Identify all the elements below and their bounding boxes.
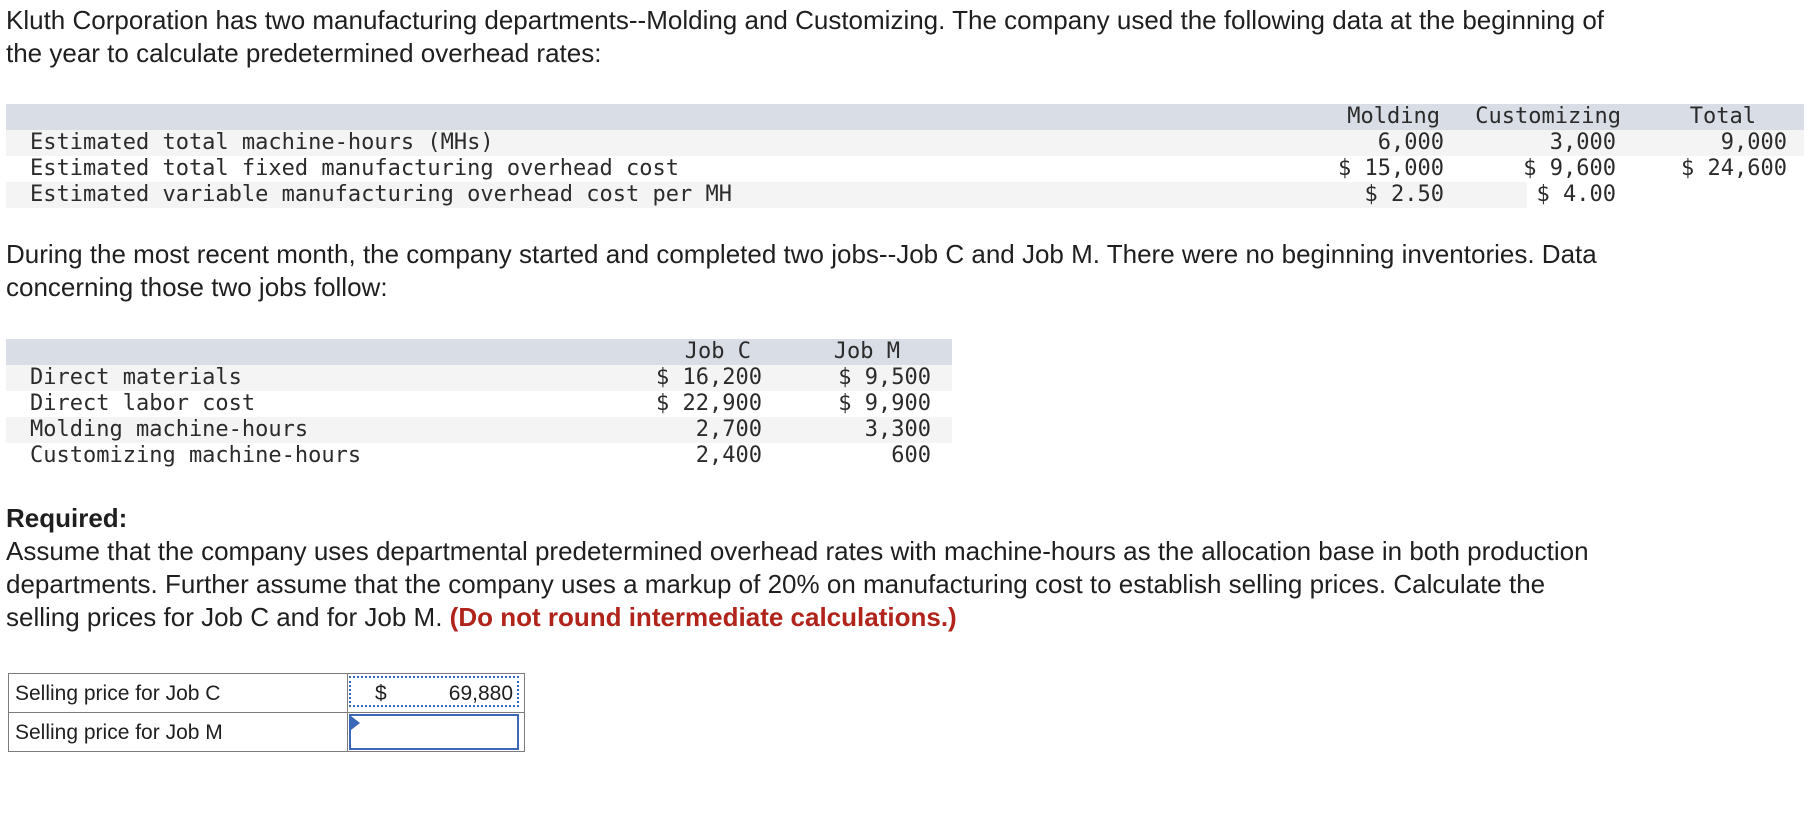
job-c-value: $ 22,900 <box>656 391 762 416</box>
table-row <box>6 391 952 417</box>
cell-divider <box>347 674 348 712</box>
jobs-table <box>6 339 952 469</box>
required-text: Assume that the company uses departmental predetermined overhead rates with machine-hours as the allocation base in both production departments. Further assume that the company uses a markup of 20% on manufacturing cost to establish selling prices. Calculate the selling prices for Job C and for Job M. <box>6 536 1589 632</box>
jobs-header-row <box>6 339 952 365</box>
column-header-job-c: Job C <box>684 339 751 364</box>
active-cell-marker-icon <box>351 716 360 730</box>
rounding-note: (Do not round intermediate calculations.) <box>449 602 957 632</box>
row-label: Molding machine-hours <box>30 417 309 442</box>
answer-row-job-c <box>9 674 524 713</box>
molding-value: $ 15,000 <box>1338 156 1444 181</box>
job-c-value: 2,700 <box>695 417 762 442</box>
job-c-value: $ 16,200 <box>656 365 762 390</box>
cell-divider <box>347 713 348 751</box>
table-row <box>6 130 1804 156</box>
customizing-value: $ 4.00 <box>1536 182 1616 207</box>
row-label: Estimated total fixed manufacturing overhead cost <box>30 156 680 181</box>
answer-row-job-m <box>9 713 524 751</box>
job-m-value: 600 <box>891 443 931 468</box>
answer-grid <box>8 673 525 752</box>
required-paragraph <box>6 535 1606 634</box>
row-label: Direct materials <box>30 365 242 390</box>
job-m-value: $ 9,500 <box>838 365 931 390</box>
job-m-value: $ 9,900 <box>838 391 931 416</box>
table-row <box>6 417 952 443</box>
column-header-total: Total <box>1689 104 1756 129</box>
column-header-job-m: Job M <box>833 339 900 364</box>
estimates-table <box>6 104 1804 208</box>
estimates-header-row <box>6 104 1804 130</box>
currency-symbol: $ <box>375 682 387 705</box>
total-value: 9,000 <box>1720 130 1787 155</box>
column-header-customizing: Customizing <box>1475 104 1621 129</box>
customizing-value: 3,000 <box>1549 130 1616 155</box>
selling-price-job-c-value: 69,880 <box>448 682 513 705</box>
row-label: Estimated variable manufacturing overhead cost per MH <box>30 182 732 207</box>
answer-label-job-c: Selling price for Job C <box>15 682 221 705</box>
row-label: Estimated total machine-hours (MHs) <box>30 130 494 155</box>
row-label: Customizing machine-hours <box>30 443 362 468</box>
table-row <box>6 182 1616 208</box>
intro-paragraph: Kluth Corporation has two manufacturing departments--Molding and Customizing. The company used the following data at the beginning of the year to calculate predetermined overhead rates: <box>6 5 1605 68</box>
total-value: $ 24,600 <box>1681 156 1787 181</box>
selling-price-job-c-input[interactable] <box>349 676 519 707</box>
required-heading: Required: <box>6 503 128 533</box>
table-row <box>6 443 952 469</box>
molding-value: 6,000 <box>1377 130 1444 155</box>
selling-price-job-m-input[interactable] <box>349 714 519 750</box>
answer-label-job-m: Selling price for Job M <box>15 721 223 744</box>
column-header-molding: Molding <box>1347 104 1440 129</box>
row-label: Direct labor cost <box>30 391 256 416</box>
table-row <box>6 365 952 391</box>
job-c-value: 2,400 <box>695 443 762 468</box>
table-row <box>6 156 1804 182</box>
jobs-intro-paragraph: During the most recent month, the company started and completed two jobs--Job C and Job M. There were no beginning inventories. Data concerning those two jobs follow: <box>6 239 1597 302</box>
molding-value: $ 2.50 <box>1364 182 1444 207</box>
job-m-value: 3,300 <box>864 417 931 442</box>
customizing-value: $ 9,600 <box>1523 156 1616 181</box>
